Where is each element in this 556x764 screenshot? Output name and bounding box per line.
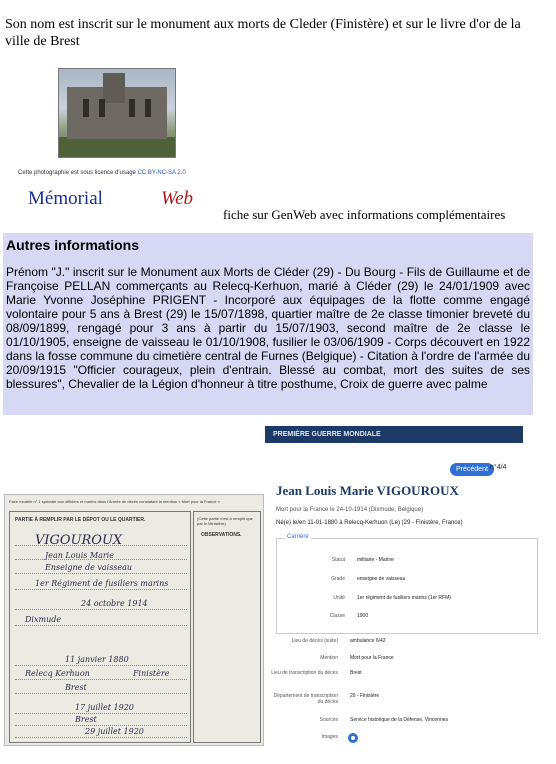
doc-observations: OBSERVATIONS.	[201, 532, 242, 538]
previous-button[interactable]: Précédent	[450, 463, 494, 476]
row-value: Brest	[350, 670, 362, 676]
doc-dotted-line	[15, 693, 187, 694]
doc-hand-domicile: Brest	[65, 683, 87, 692]
doc-dotted-line	[15, 609, 187, 610]
doc-hand-lieu: Dixmude	[25, 615, 62, 624]
doc-dotted-line	[15, 713, 187, 714]
memorial-logo-part1[interactable]: Mémorial	[28, 188, 103, 209]
row-value: 29 - Finistère	[350, 693, 380, 699]
row-key: Unité	[333, 595, 345, 601]
doc-right-box	[193, 511, 261, 743]
row-key: Sources	[319, 717, 338, 723]
monument-photo	[58, 68, 176, 158]
doc-hand-jugement: 17 juillet 1920	[75, 703, 134, 712]
intro-text: Son nom est inscrit sur le monument aux morts de Cleder (Finistère) et sur le livre d'or de la ville de Brest	[5, 17, 521, 49]
genweb-link-text: fiche sur GenWeb avec informations complémentaires	[223, 207, 506, 222]
row-value: enseigne de vaisseau	[357, 576, 406, 582]
license-text: Cette photographie est sous licence d'usage	[18, 170, 136, 176]
doc-dotted-line	[15, 559, 187, 560]
doc-note: (Cette partie n'est à remplir que par le Ministère)	[197, 516, 253, 526]
soldier-name: Jean Louis Marie VIGOUROUX	[276, 483, 459, 498]
license-link[interactable]: CC BY-NC-SA 2.0	[137, 170, 186, 176]
row-key: Statut	[331, 557, 345, 563]
doc-hand-grade: Enseigne de vaisseau	[45, 563, 133, 572]
license-line	[18, 170, 186, 176]
autres-text: Prénom "J." inscrit sur le Monument aux Morts de Cléder (29) - Du Bourg - Fils de Guillaume et de Françoise PELLAN commerçants au Relecq-Kerhuon, marié à Cléder (29) le 24/01/1909 avec Marie Yvonne Joséphine PRIGENT - Incorporé aux équipages de la flotte comme engagé volontaire pour 5 ans à Brest (29) le 15/07/1898, quartier maître de 2e classe timonier breveté du 08/09/1899, rengagé pour 3 ans à partir du 15/07/1903, second maître de 2e classe le 01/10/1905, enseigne de vaisseau le 01/10/1908, fusilier le 03/06/1909 - Corps découvert en 1922 dans la fosse commune du cimetière central de Furnes (Belgique) - Citation à l'ordre de l'armée du 20/09/1915 "Officier courageux, plein d'entrain. Blessé au combat, mort des suites de ses blessures", Chevalier de la Légion d'honneur à titre posthume, Croix de guerre avec palme	[6, 265, 530, 391]
row-key: Mention	[320, 655, 338, 661]
doc-hand-transcrit: 29 juillet 1920	[85, 727, 144, 736]
doc-hand-corps: 1er Régiment de fusiliers marins	[35, 579, 169, 588]
doc-dotted-line	[15, 625, 187, 626]
career-fieldset	[276, 534, 538, 634]
row-key: Département de transcription du décès	[273, 693, 338, 705]
row-value: militaire - Marine	[357, 557, 394, 563]
doc-dotted-line	[15, 573, 187, 574]
memorial-logo-part2[interactable]: Web	[161, 188, 194, 209]
autres-heading: Autres informations	[6, 237, 140, 253]
doc-header: Faire modèle n° 1 spéciale aux officiers et marins dans l'Armée de décès constatant la mention « Mort pour la France »	[9, 499, 220, 504]
photo-window	[145, 99, 151, 117]
doc-dotted-line	[15, 737, 187, 738]
doc-dotted-line	[15, 545, 187, 546]
photo-window	[99, 99, 105, 117]
doc-dotted-line	[15, 665, 187, 666]
row-key: Classe	[329, 613, 345, 619]
church-tower	[103, 73, 125, 103]
doc-hand-name: VIGOUROUX	[35, 533, 123, 548]
photo-window	[129, 99, 135, 117]
row-key: Lieu de transcription du décès	[271, 670, 338, 676]
row-value: 1900	[357, 613, 369, 619]
row-value: 1er régiment de fusiliers marins (1er RFM)	[357, 595, 451, 601]
row-key: Images	[321, 734, 338, 740]
doc-title: PARTIE À REMPLIR PAR LE DÉPOT OU LE QUARTIER.	[15, 517, 146, 523]
row-key: Lieu de décès (suite)	[291, 638, 338, 644]
autres-informations-box	[3, 233, 533, 415]
record-count: n°4/4	[490, 464, 507, 471]
doc-hand-ne: 11 janvier 1880	[65, 655, 129, 664]
row-value: Service historique de la Défense, Vincennes	[350, 717, 449, 723]
doc-hand-tribunal: Brest	[75, 715, 97, 724]
mort-line: Mort pour la France le 24-10-1914 (Dixmude, Belgique)	[276, 507, 424, 513]
doc-hand-commune: Relecq Kerhuon	[25, 669, 90, 678]
photo-window	[83, 99, 89, 117]
photo-ground	[59, 137, 175, 157]
eye-icon[interactable]	[348, 733, 358, 743]
career-legend: Carrière	[287, 534, 309, 540]
row-value: ambulance 6/42	[350, 638, 386, 644]
row-key: Grade	[331, 576, 345, 582]
doc-hand-date: 24 octobre 1914	[81, 599, 148, 608]
section-banner: PREMIÈRE GUERRE MONDIALE	[265, 426, 523, 443]
row-value: Mort pour la France	[350, 655, 394, 661]
doc-hand-dept: Finistère	[133, 669, 170, 678]
doc-dotted-line	[15, 679, 187, 680]
doc-dotted-line	[15, 725, 187, 726]
doc-hand-prenoms: Jean Louis Marie	[45, 551, 114, 560]
birth-line: Né(e) le/en 11-01-1880 à Relecq-Kerhuon (Le) (29 - Finistère, France)	[276, 520, 463, 526]
mpf-record-card	[270, 455, 540, 750]
death-record-scan	[4, 494, 264, 746]
doc-dotted-line	[15, 589, 187, 590]
